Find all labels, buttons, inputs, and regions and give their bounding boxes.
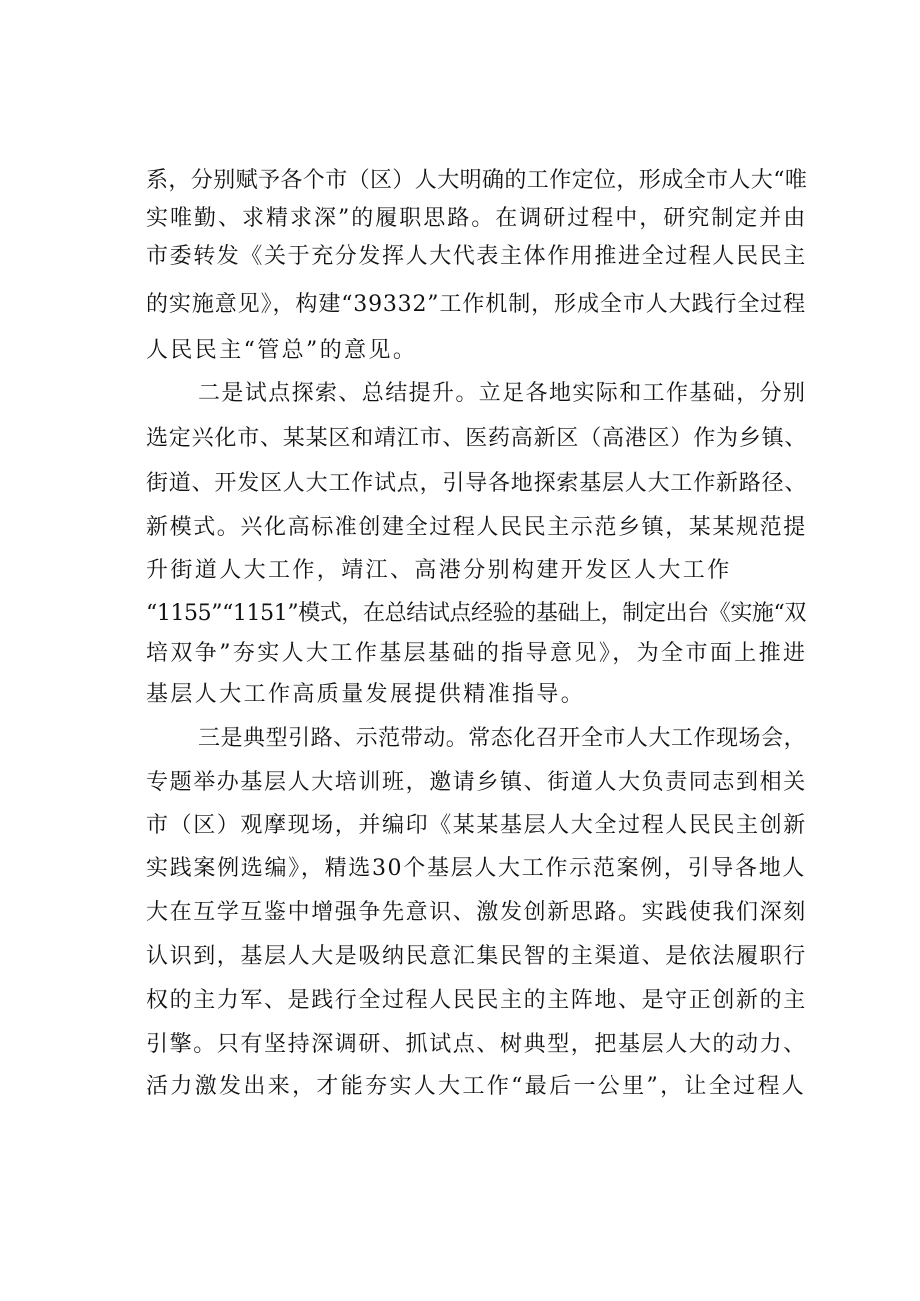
text-line: 认识到，基层人大是吸纳民意汇集民智的主渠道、是依法履职行	[146, 944, 807, 969]
text-line: 实践案例选编》，精选30个基层人大工作示范案例，引导各地人	[146, 856, 806, 881]
text-line: 选定兴化市、某某区和靖江市、医药高新区（高港区）作为乡镇、	[146, 426, 808, 451]
text-line: 街道、开发区人大工作试点，引导各地探索基层人大工作新路径、	[146, 471, 808, 496]
text-line: 引擎。只有坚持深调研、抓试点、树典型，把基层人大的动力、	[146, 1032, 807, 1057]
text-line: 升街道人大工作，靖江、高港分别构建开发区人大工作	[146, 558, 732, 583]
text-line: 的实施意见》，构建“39332”工作机制，形成全市人大践行全过程	[146, 292, 806, 317]
text-line: 人民民主“管总”的意见。	[146, 338, 418, 363]
text-line: 实唯勤、求精求深”的履职思路。在调研过程中，研究制定并由	[146, 206, 808, 231]
text-line: “1155”“1151”模式，在总结试点经验的基础上，制定出台《实施“双	[146, 601, 806, 626]
text-line: 市委转发《关于充分发挥人大代表主体作用推进全过程人民民主	[146, 244, 807, 269]
text-line: 新模式。兴化高标准创建全过程人民民主示范乡镇，某某规范提	[146, 515, 807, 540]
text-line: 权的主力军、是践行全过程人民民主的主阵地、是守正创新的主	[146, 988, 807, 1013]
paragraph-first-line: 二是试点探索、总结提升。立足各地实际和工作基础，分别	[198, 381, 807, 406]
text-line: 专题举办基层人大培训班，邀请乡镇、街道人大负责同志到相关	[146, 770, 807, 795]
text-line: 活力激发出来，才能夯实人大工作“最后一公里”，让全过程人	[146, 1074, 806, 1099]
text-line: 大在互学互鉴中增强争先意识、激发创新思路。实践使我们深刻	[146, 900, 807, 925]
text-line: 基层人大工作高质量发展提供精准指导。	[146, 682, 586, 707]
text-line: 市（区）观摩现场，并编印《某某基层人大全过程人民民主创新	[146, 813, 807, 838]
paragraph-first-line: 三是典型引路、示范带动。常态化召开全市人大工作现场会，	[198, 726, 806, 751]
text-line: 系，分别赋予各个市（区）人大明确的工作定位，形成全市人大“唯	[146, 168, 808, 193]
text-line: 培双争”夯实人大工作基层基础的指导意见》，为全市面上推进	[146, 641, 808, 666]
